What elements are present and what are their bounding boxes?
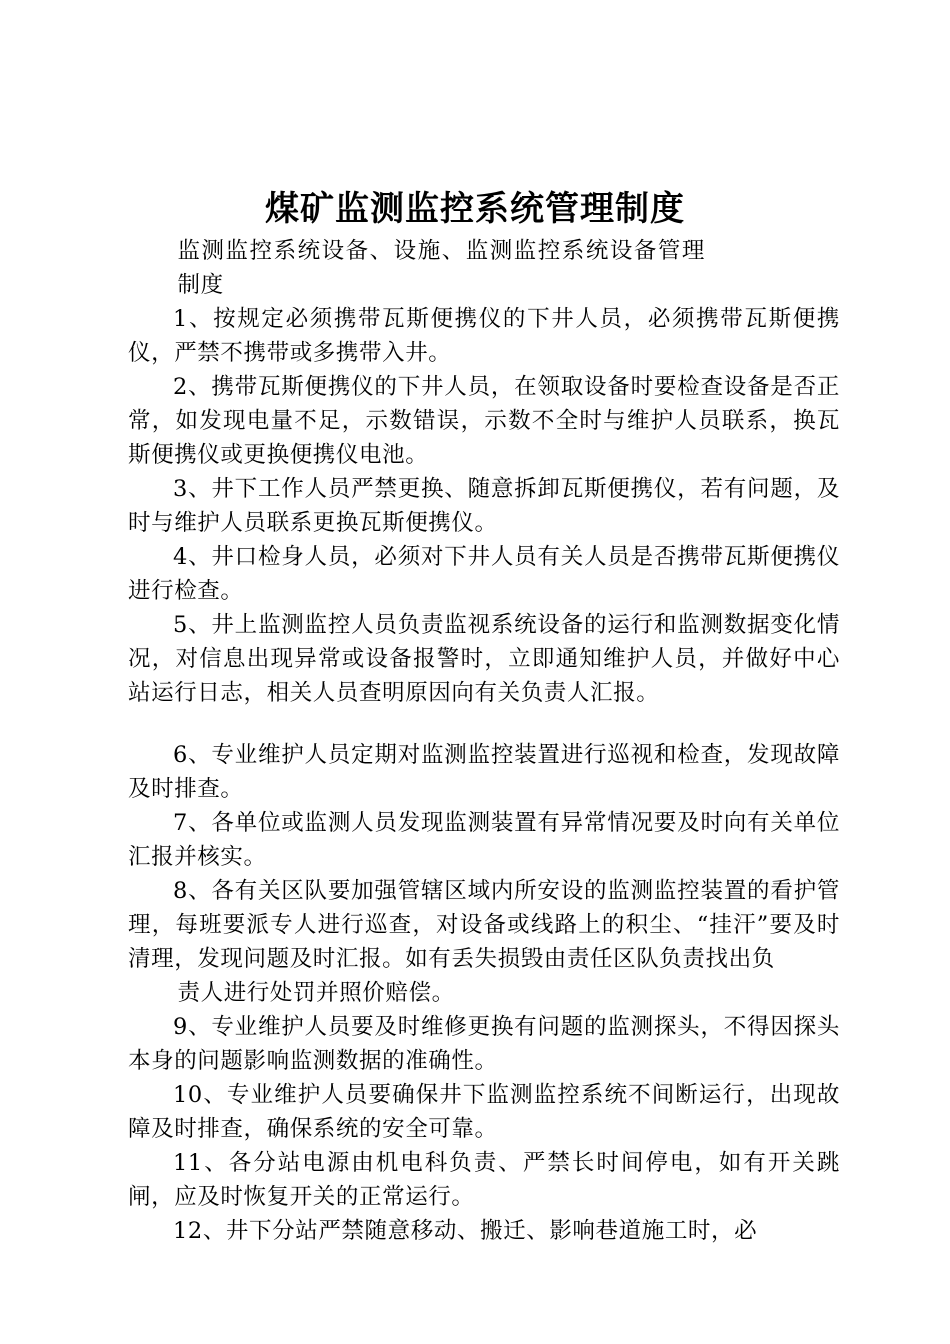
document-title: 煤矿监测监控系统管理制度 xyxy=(265,189,685,229)
document-body xyxy=(128,234,840,1248)
lead-paragraph: 监测监控系统设备、设施、监测监控系统设备管理制度 xyxy=(177,238,705,298)
clause-12: 12、井下分站严禁随意移动、搬迁、影响巷道施工时，必 xyxy=(173,1218,758,1244)
clause-5: 5、井上监测监控人员负责监视系统设备的运行和监测数据变化情况，对信息出现异常或设备报警时，立即通知维护人员，并做好中心站运行日志，相关人员查明原因向有关负责人汇报。 xyxy=(128,612,840,706)
clause-8: 8、各有关区队要加强管辖区域内所安设的监测监控装置的看护管理，每班要派专人进行巡查，对设备或线路上的积尘、“挂汗”要及时清理，发现问题及时汇报。如有丢失损毁由责任区队负责找出负 xyxy=(128,878,840,972)
clause-7: 7、各单位或监测人员发现监测装置有异常情况要及时向有关单位汇报并核实。 xyxy=(128,810,840,870)
clause-3: 3、井下工作人员严禁更换、随意拆卸瓦斯便携仪，若有问题，及时与维护人员联系更换瓦斯便携仪。 xyxy=(128,476,840,536)
clause-10: 10、专业维护人员要确保井下监测监控系统不间断运行，出现故障及时排查，确保系统的安全可靠。 xyxy=(128,1082,840,1142)
clause-1: 1、按规定必须携带瓦斯便携仪的下井人员，必须携带瓦斯便携仪，严禁不携带或多携带入井。 xyxy=(128,306,840,366)
clause-8-continuation: 责人进行处罚并照价赔偿。 xyxy=(177,980,455,1006)
clause-9: 9、专业维护人员要及时维修更换有问题的监测探头，不得因探头本身的问题影响监测数据的准确性。 xyxy=(128,1014,840,1074)
clause-4: 4、井口检身人员，必须对下井人员有关人员是否携带瓦斯便携仪进行检查。 xyxy=(128,544,840,604)
clause-2: 2、携带瓦斯便携仪的下井人员，在领取设备时要检查设备是否正常，如发现电量不足，示数错误，示数不全时与维护人员联系，换瓦斯便携仪或更换便携仪电池。 xyxy=(128,374,840,468)
clause-6: 6、专业维护人员定期对监测监控装置进行巡视和检查，发现故障及时排查。 xyxy=(128,742,840,802)
clause-11: 11、各分站电源由机电科负责、严禁长时间停电，如有开关跳闸，应及时恢复开关的正常运行。 xyxy=(128,1150,840,1210)
